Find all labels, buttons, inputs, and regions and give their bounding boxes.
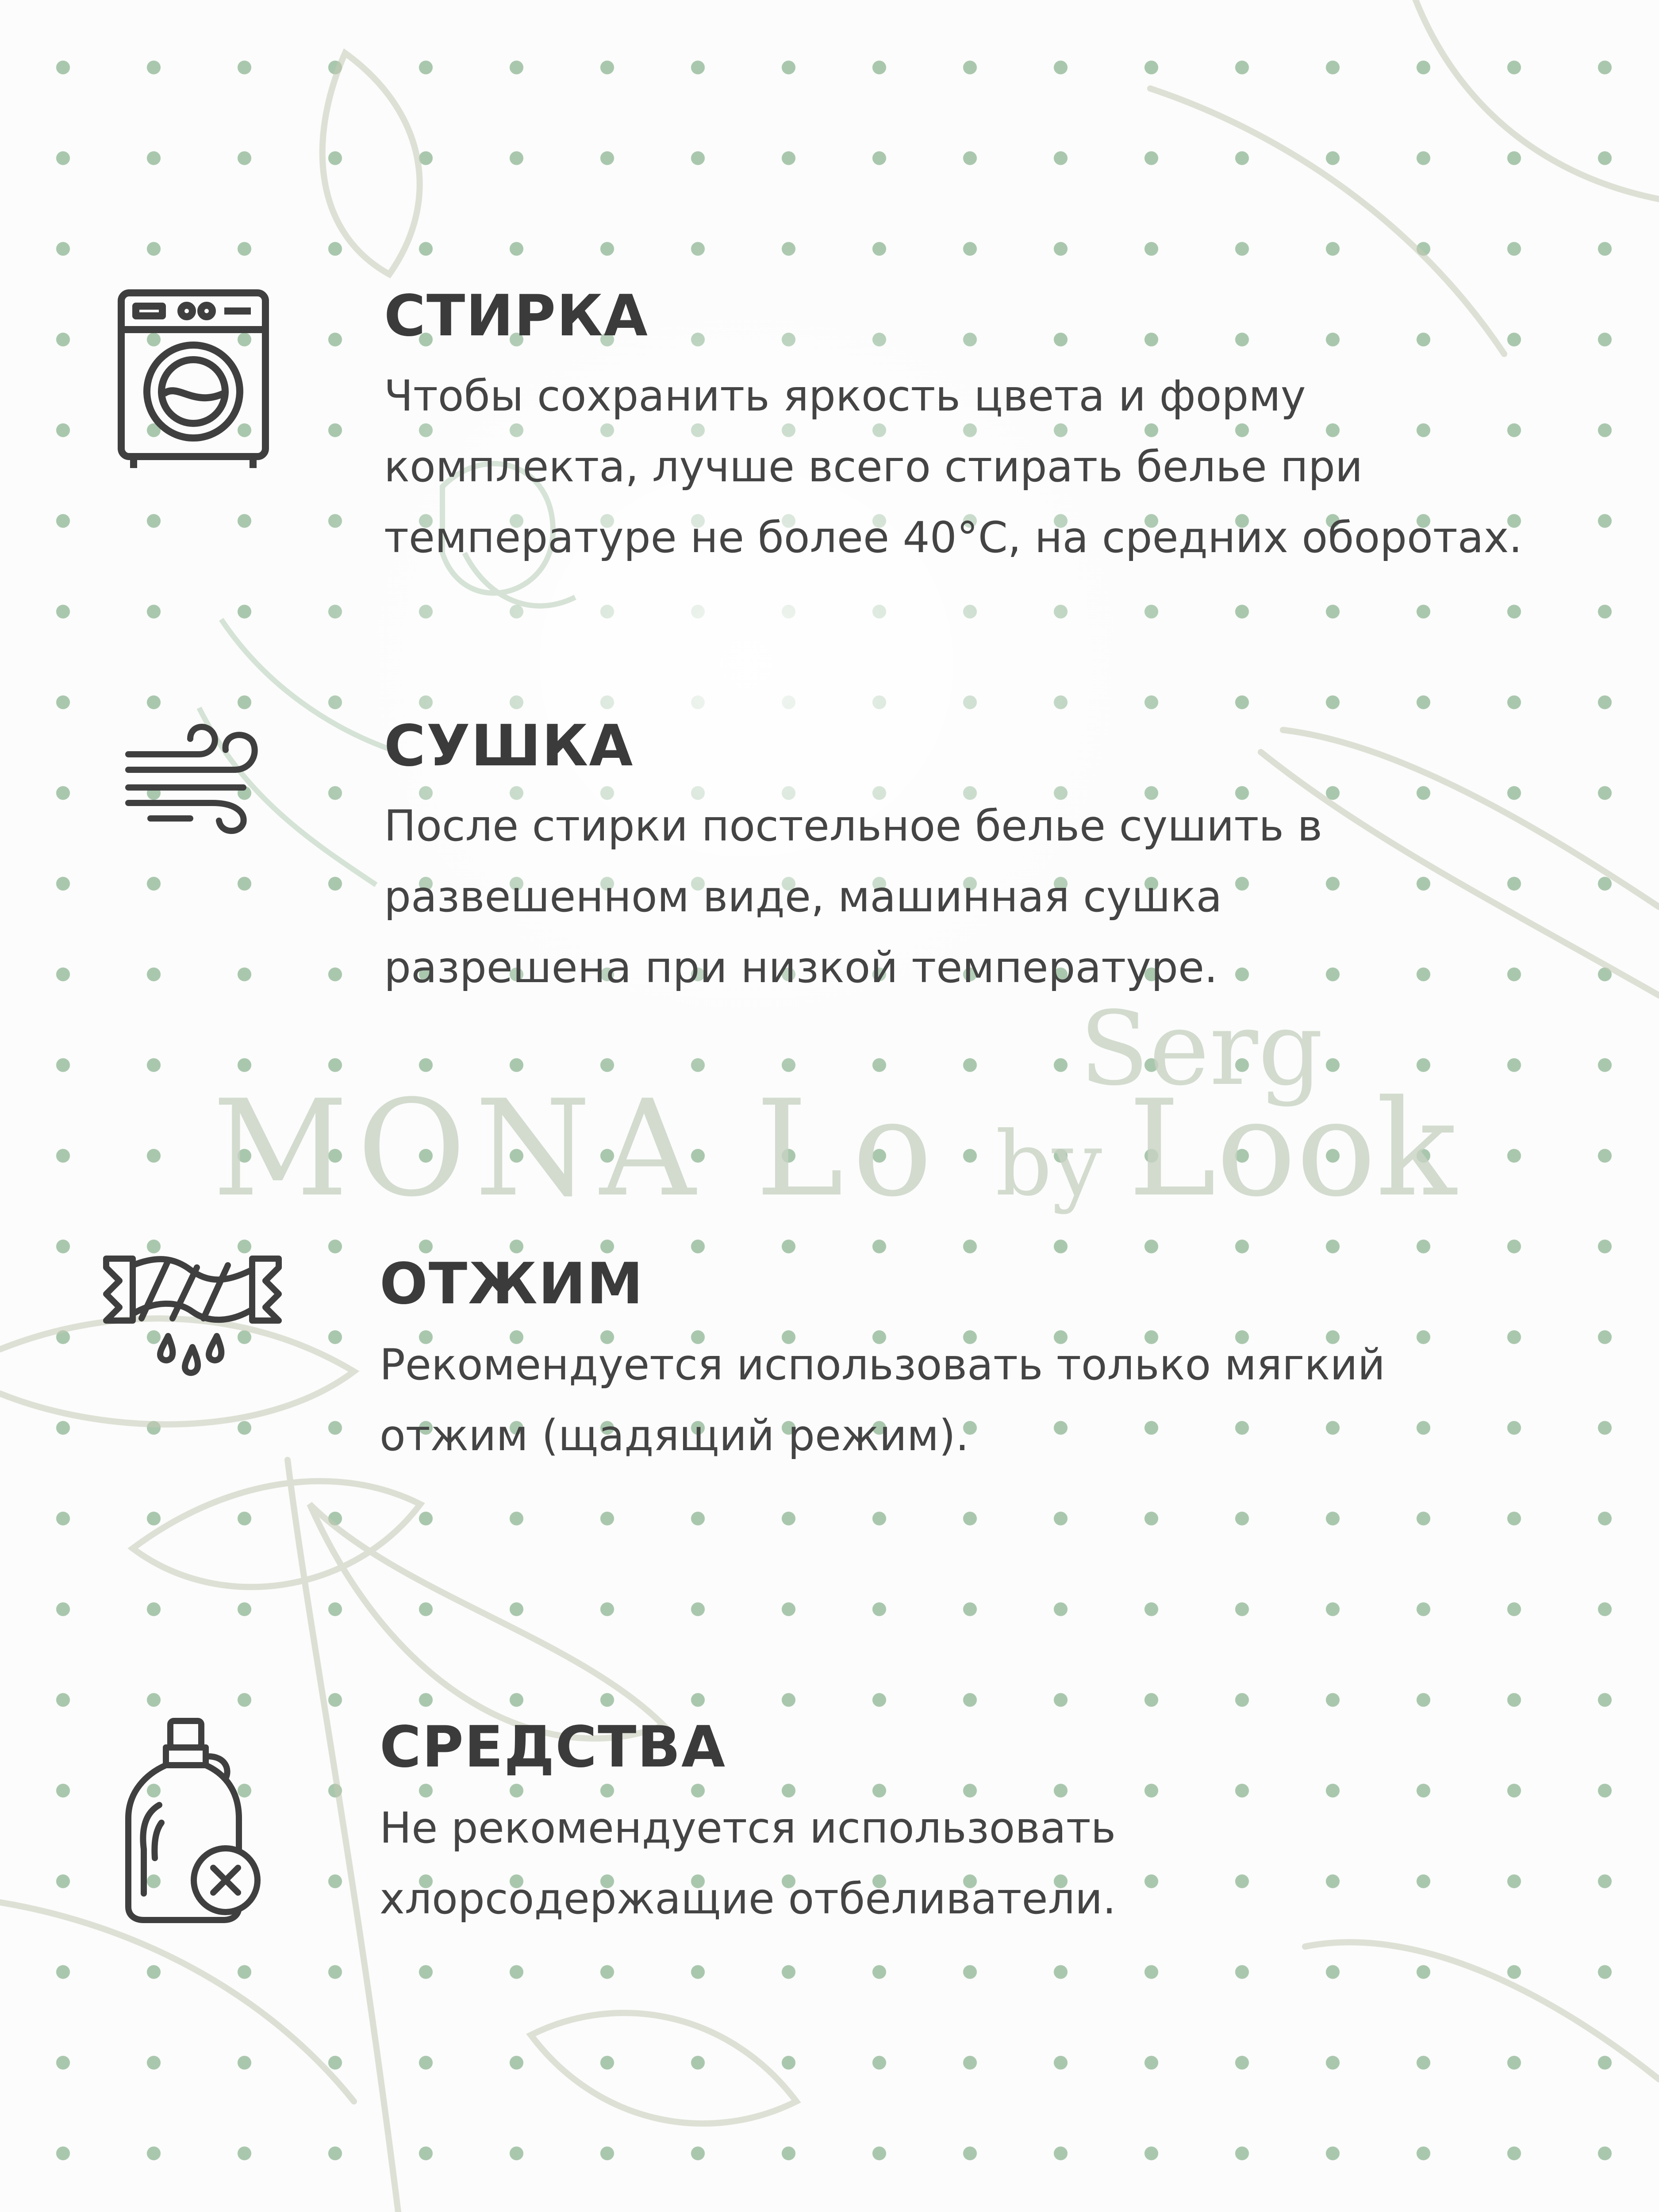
description-line: Не рекомендуется использовать xyxy=(380,1803,1116,1853)
section-title: ОТЖИМ xyxy=(380,1251,644,1317)
section-title: СТИРКА xyxy=(384,283,649,349)
leaf-outline xyxy=(133,1481,420,1587)
watermark-top: Serg xyxy=(1079,990,1323,1108)
wringing-icon xyxy=(102,1252,283,1385)
section-description xyxy=(384,361,1522,573)
watermark-brand: Look xyxy=(1128,1071,1457,1226)
leaf-outline xyxy=(1150,88,1504,354)
description-line: Чтобы сохранить яркость цвета и форму xyxy=(384,371,1306,421)
section-description xyxy=(384,791,1322,1003)
description-line: После стирки постельное белье сушить в xyxy=(384,801,1323,851)
watermark-left: MONA Lo xyxy=(212,1071,941,1226)
description-line: разрешена при низкой температуре. xyxy=(384,943,1218,992)
leaf-outline xyxy=(323,53,420,274)
description-line: развешенном виде, машинная сушка xyxy=(384,872,1222,922)
leaf-outline xyxy=(531,2013,796,2124)
description-line: хлорсодержащие отбеливатели. xyxy=(380,1874,1116,1924)
watermark-by: by xyxy=(995,1113,1102,1216)
wind-icon xyxy=(124,717,265,836)
leaf-outline xyxy=(1305,1942,1659,2079)
section-title: СРЕДСТВА xyxy=(380,1714,726,1780)
detergent-bottle-no-icon xyxy=(119,1717,270,1924)
description-line: температуре не более 40°C, на средних оборотах. xyxy=(384,513,1522,562)
section-description xyxy=(380,1793,1116,1934)
leaf-outline xyxy=(0,1902,354,2101)
washing-machine-icon xyxy=(116,288,271,473)
section-description xyxy=(380,1329,1385,1471)
description-line: комплекта, лучше всего стирать белье при xyxy=(384,442,1363,492)
leaf-outline xyxy=(1283,730,1659,907)
description-line: отжим (щадящий режим). xyxy=(380,1411,969,1460)
stem-line xyxy=(1416,0,1659,199)
section-title: СУШКА xyxy=(384,713,634,779)
description-line: Рекомендуется использовать только мягкий xyxy=(380,1340,1386,1390)
leaf-outline xyxy=(310,1504,664,1739)
